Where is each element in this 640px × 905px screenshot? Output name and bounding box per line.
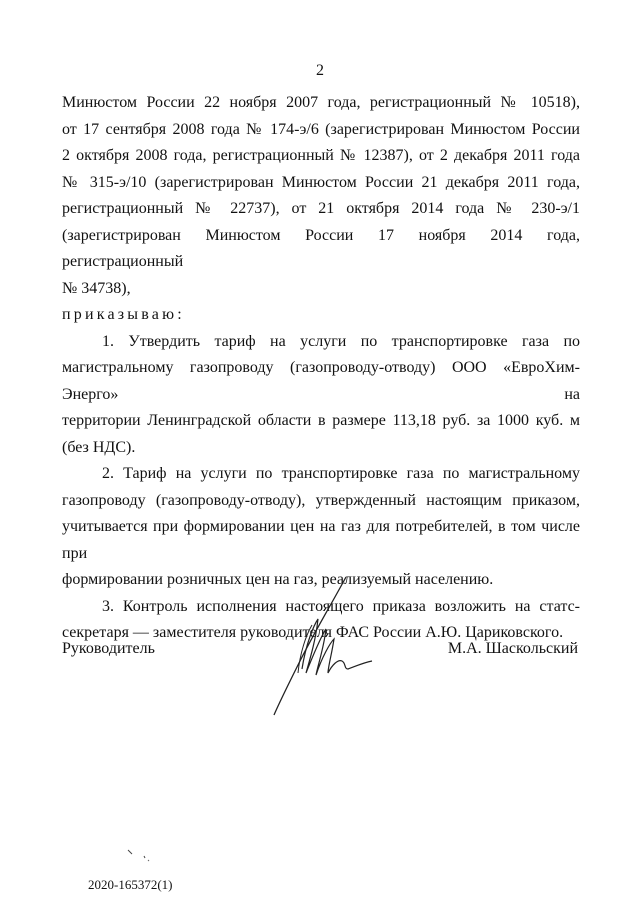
item-2-line: 2. Тариф на услуги по транспортировке газа по магистральному (102, 465, 580, 482)
stray-marks (126, 848, 156, 862)
document-body (62, 90, 580, 647)
handwritten-signature (262, 573, 382, 718)
body-line: (зарегистрирован Минюстом России 17 ноября 2014 года, регистрационный (62, 226, 580, 270)
item-2-line: учитывается при формировании цен на газ для потребителей, в том числе при (62, 518, 580, 562)
order-word: приказываю: (62, 306, 185, 323)
item-2-line: газопроводу (газопроводу-отводу), утвержденный настоящим приказом, (62, 491, 580, 509)
body-line: Минюстом России 22 ноября 2007 года, регистрационный № 10518), (62, 94, 580, 111)
body-line: от 17 сентября 2008 года № 174-э/6 (зарегистрирован Минюстом России (62, 120, 580, 138)
item-1-line: магистральному газопроводу (газопроводу-отводу) ООО «ЕвроХим-Энерго» на (62, 359, 580, 403)
body-line: регистрационный № 22737), от 21 октября 2014 года № 230-э/1 (62, 200, 580, 217)
body-line: 2 октября 2008 года, регистрационный № 12387), от 2 декабря 2011 года (62, 147, 580, 164)
signer-name: М.А. Шаскольский (447, 640, 578, 657)
document-number: 2020-165372(1) (88, 877, 173, 892)
item-3-line: 3. Контроль исполнения настоящего приказа возложить на статс- (102, 597, 580, 615)
page-number: 2 (316, 62, 324, 79)
item-1-line: (без НДС). (62, 438, 136, 456)
item-3-line: секретаря — заместителя руководителя ФАС России А.Ю. Цариковского. (62, 624, 564, 641)
signer-title: Руководитель (62, 640, 155, 657)
item-2-line: формировании розничных цен на газ, реализуемый населению. (62, 571, 494, 588)
item-1-line: территории Ленинградской области в размере 113,18 руб. за 1000 куб. м (62, 412, 580, 429)
body-line: № 34738), (62, 279, 131, 297)
item-1-line: 1. Утвердить тариф на услуги по транспортировке газа по (102, 332, 580, 350)
body-line: № 315-э/10 (зарегистрирован Минюстом России 21 декабря 2011 года, (62, 173, 580, 191)
